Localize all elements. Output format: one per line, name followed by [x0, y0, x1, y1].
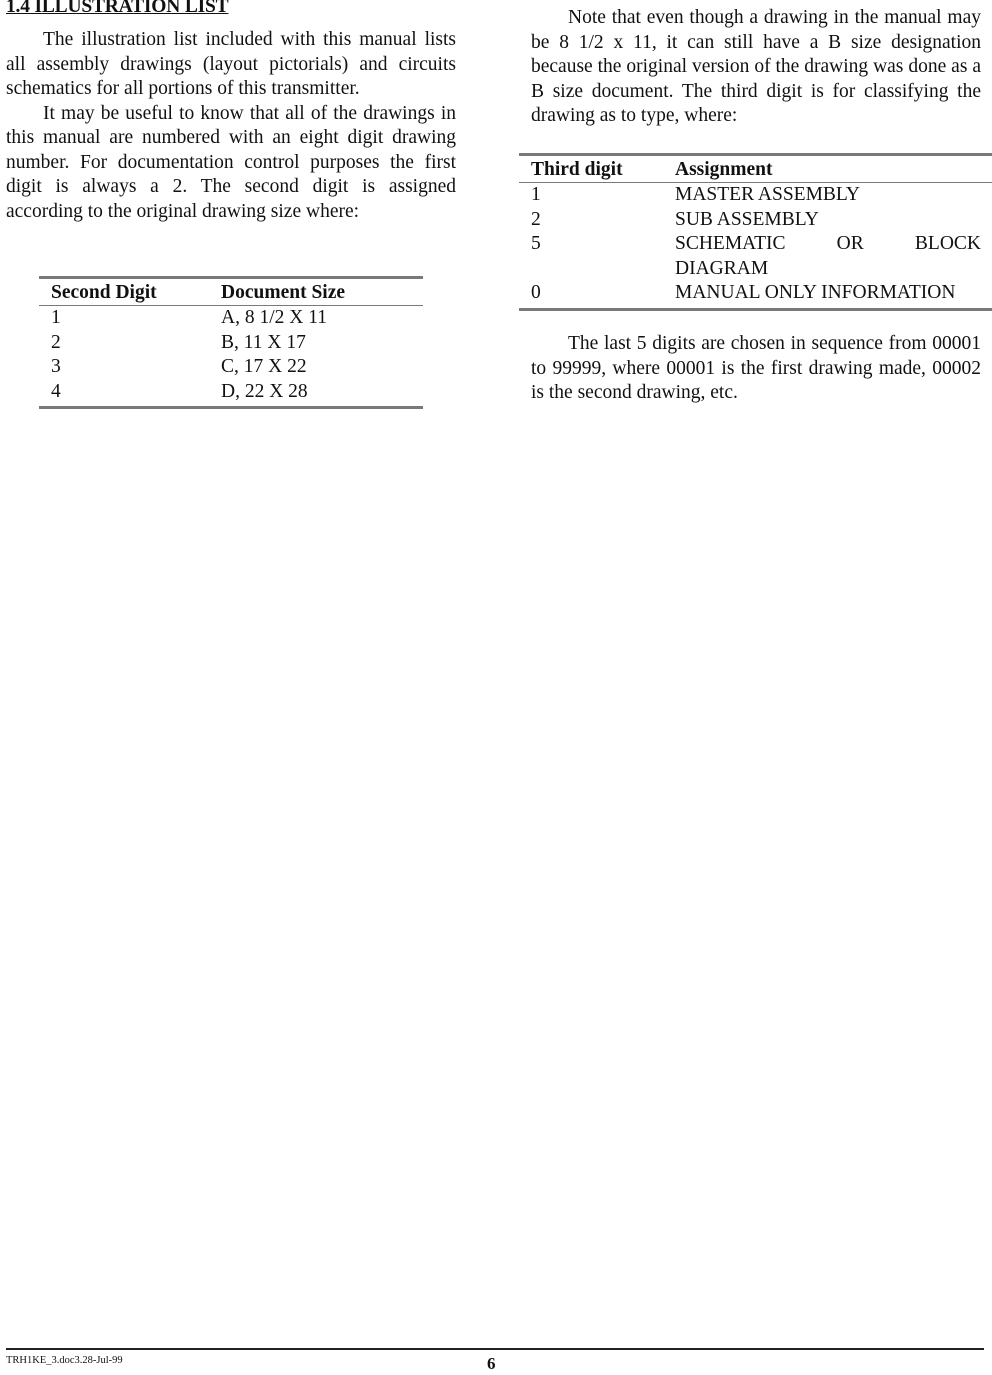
table-cell: 1 [51, 307, 61, 328]
last-digits-paragraph: The last 5 digits are chosen in sequence from 00001 to 99999, where 00001 is the first drawing made, 00002 is the second drawing, etc. [531, 333, 981, 403]
table-cell: 0 [531, 282, 541, 303]
column-header: Assignment [675, 159, 773, 180]
word: OR [836, 233, 864, 254]
right-column [531, 0, 981, 129]
table-cell: 2 [51, 331, 61, 353]
column-header: Document Size [221, 282, 346, 303]
table-cell: MASTER ASSEMBLY [675, 184, 860, 205]
table-row [519, 183, 992, 208]
table-cell: 4 [51, 380, 61, 402]
note-paragraph: Note that even though a drawing in the manual may be 8 1/2 x 11, it can still have a B size designation because the original version of the drawing was done as a B size document. The third digit is for classifying the drawing as to type, where: [531, 7, 981, 126]
footer-doc-id: TRH1KE_3.doc3.28-Jul-99 [6, 1355, 123, 1366]
page-number: 6 [487, 1354, 496, 1373]
table-row [519, 232, 992, 281]
document-size-table [39, 276, 423, 409]
intro-paragraph: The illustration list included with this manual lists all assembly drawings (layout pictorials) and circuits schematics for all portions of this transmitter. [6, 29, 456, 99]
wrapped-line [675, 232, 981, 257]
table-cell: 3 [51, 356, 61, 377]
table-header [519, 153, 992, 183]
table-cell: D, 22 X 28 [221, 380, 308, 402]
table-cell: 2 [531, 208, 541, 230]
drawing-number-paragraph: It may be useful to know that all of the drawings in this manual are numbered with an eight digit drawing number. For documentation control purposes the first digit is always a 2. The second digit is assigned according to the original drawing size where: [6, 102, 456, 222]
table-row [39, 380, 423, 405]
left-column [6, 0, 456, 224]
table-cell: 1 [531, 184, 541, 205]
table-row [39, 355, 423, 380]
table-row [519, 208, 992, 233]
table-cell: A, 8 1/2 X 11 [221, 307, 327, 328]
table-row [39, 306, 423, 331]
word: SCHEMATIC [675, 233, 786, 254]
table-body [39, 306, 423, 409]
table-header [39, 276, 423, 306]
table-row [519, 281, 992, 306]
table-cell: MANUAL ONLY INFORMATION [675, 282, 956, 303]
column-header: Second Digit [51, 282, 157, 303]
table-cell: SUB ASSEMBLY [675, 208, 819, 230]
footer-rule [6, 1348, 984, 1350]
word: BLOCK [914, 233, 981, 254]
column-header: Third digit [531, 159, 623, 180]
table-body [519, 183, 992, 311]
table-cell: C, 17 X 22 [221, 356, 307, 377]
table-cell-wrapped [675, 232, 992, 281]
table-row [39, 331, 423, 356]
table-cell: 5 [531, 233, 541, 254]
drawing-type-table [519, 153, 992, 311]
section-heading: 1.4 ILLUSTRATION LIST [6, 0, 229, 17]
wrapped-line: DIAGRAM [675, 257, 769, 279]
table-cell: B, 11 X 17 [221, 331, 306, 353]
